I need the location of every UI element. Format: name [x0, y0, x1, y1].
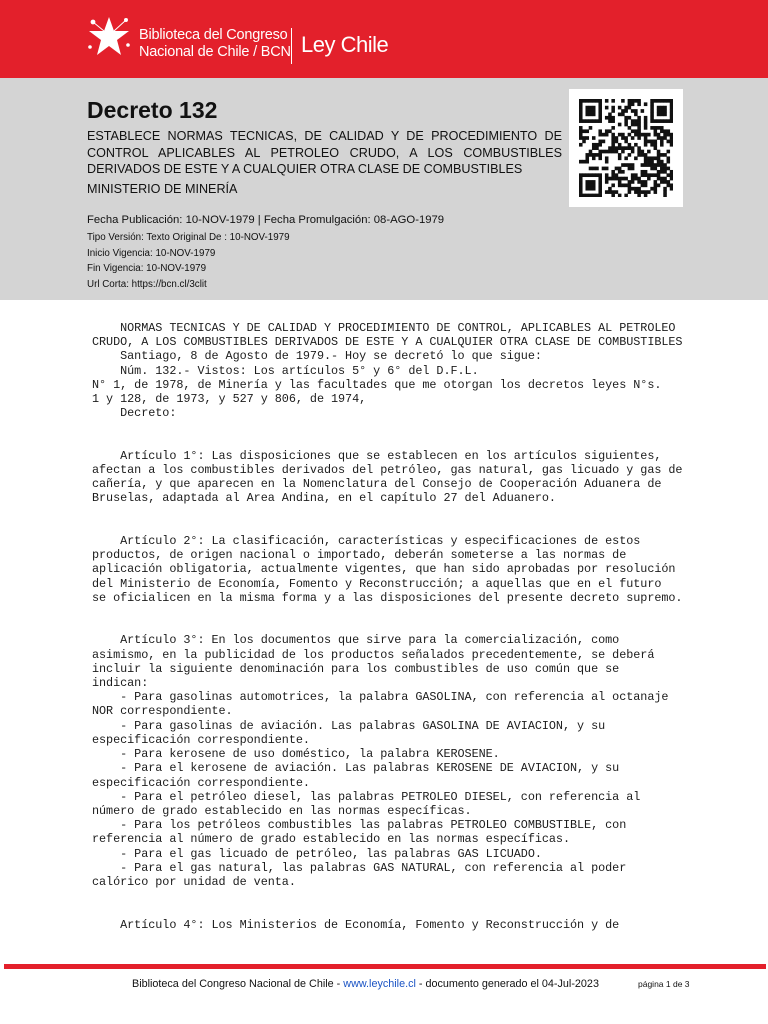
validity-start: Inicio Vigencia: 10-NOV-1979	[87, 247, 216, 259]
metadata-list	[87, 213, 444, 292]
footer-suffix: - documento generado el 04-Jul-2023	[415, 978, 599, 990]
short-url[interactable]: Url Corta: https://bcn.cl/3clit	[87, 278, 207, 290]
bcn-star-logo-icon	[86, 14, 132, 60]
logo-line-2: Nacional de Chile / BCN	[139, 44, 291, 60]
footer-prefix: Biblioteca del Congreso Nacional de Chile -	[132, 978, 344, 990]
footer-link[interactable]: www.leychile.cl	[343, 978, 416, 990]
version-type: Tipo Versión: Texto Original De : 10-NOV-1979	[87, 232, 290, 243]
validity-end: Fin Vigencia: 10-NOV-1979	[87, 263, 207, 274]
page-number: página 1 de 3	[638, 979, 690, 989]
publication-dates: Fecha Publicación: 10-NOV-1979 | Fecha Promulgación: 08-AGO-1979	[87, 214, 445, 226]
document-subtitle: ESTABLECE NORMAS TECNICAS, DE CALIDAD Y DE PROCEDIMIENTO DE CONTROL APLICABLES AL PETROLEO CRUDO, A LOS COMBUSTIBLES DERIVADOS DE ESTE Y A CUALQUIER OTRA CLASE DE COMBUSTIBLES	[87, 129, 562, 176]
footer-text	[132, 978, 599, 990]
document-body: NORMAS TECNICAS Y DE CALIDAD Y PROCEDIMIENTO DE CONTROL, APLICABLES AL PETROLEO CRUDO, A LOS COMBUSTIBLES DERIVADOS DE ESTE Y A CUALQUIER OTRA CLASE DE COMBUSTIBLES Santiago, 8 de Agosto de 1979.- Hoy se decretó lo que sigue: Núm. 132.- Vistos: Los artículos 5° y 6° del D.F.L. N° 1, de 1978, de Minería y las facultades que me otorgan los decretos leyes N°s. 1 y 128, de 1973, y 527 y 806, de 1974, Decreto: Artículo 1°: Las disposiciones que se establecen en los artículos siguientes, afectan a los combustibles derivados del petróleo, gas natural, gas licuado y gas de cañería, y que aparecen en la Nomenclatura del Consejo de Cooperación Aduanera de Bruselas, adaptada al Area Andina, en el capítulo 27 del Aduanero. Artículo 2°: La clasificación, características y especificaciones de estos productos, de origen nacional o importado, deberán someterse a las normas de aplicación obligatoria, actualmente vigentes, que han sido aprobadas por resolución del Ministerio de Economía, Fomento y Reconstrucción; a aquellas que en el futuro se oficialicen en la misma forma y a las disposiciones del presente decreto supremo. Artículo 3°: En los documentos que sirve para la comercialización, como asimismo, en la publicidad de los productos señalados precedentemente, se deberá incluir la siguiente denominación para los combustibles de uso común que se indican: - Para gasolinas automotrices, la palabra GASOLINA, con referencia al octanaje NOR correspondiente. - Para gasolinas de aviación. Las palabras GASOLINA DE AVIACION, y su especificación correspondiente. - Para kerosene de uso doméstico, la palabra KEROSENE. - Para el kerosene de aviación. Las palabras KEROSENE DE AVIACION, y su especificación correspondiente. - Para el petróleo diesel, las palabras PETROLEO DIESEL, con referencia al número de grado establecido en las normas específicas. - Para los petróleos combustibles las palabras PETROLEO COMBUSTIBLE, con referencia al número de grado establecido en las normas específicas. - Para el gas licuado de petróleo, las palabras GAS LICUADO. - Para el gas natural, las palabras GAS NATURAL, con referencia al poder calórico por unidad de venta. Artículo 4°: Los Ministerios de Economía, Fomento y Reconstrucción y de	[92, 321, 683, 932]
bcn-logo-text[interactable]	[139, 27, 291, 61]
site-header	[0, 0, 768, 78]
logo-line-1: Biblioteca del Congreso	[139, 27, 288, 43]
qr-code-icon	[579, 99, 673, 197]
footer-divider	[4, 964, 766, 969]
logo-divider	[291, 28, 292, 64]
leychile-brand[interactable]: Ley Chile	[301, 32, 389, 57]
document-ministry: MINISTERIO DE MINERÍA	[87, 182, 238, 196]
qr-code	[569, 89, 683, 207]
page-title: Decreto 132	[87, 97, 218, 123]
